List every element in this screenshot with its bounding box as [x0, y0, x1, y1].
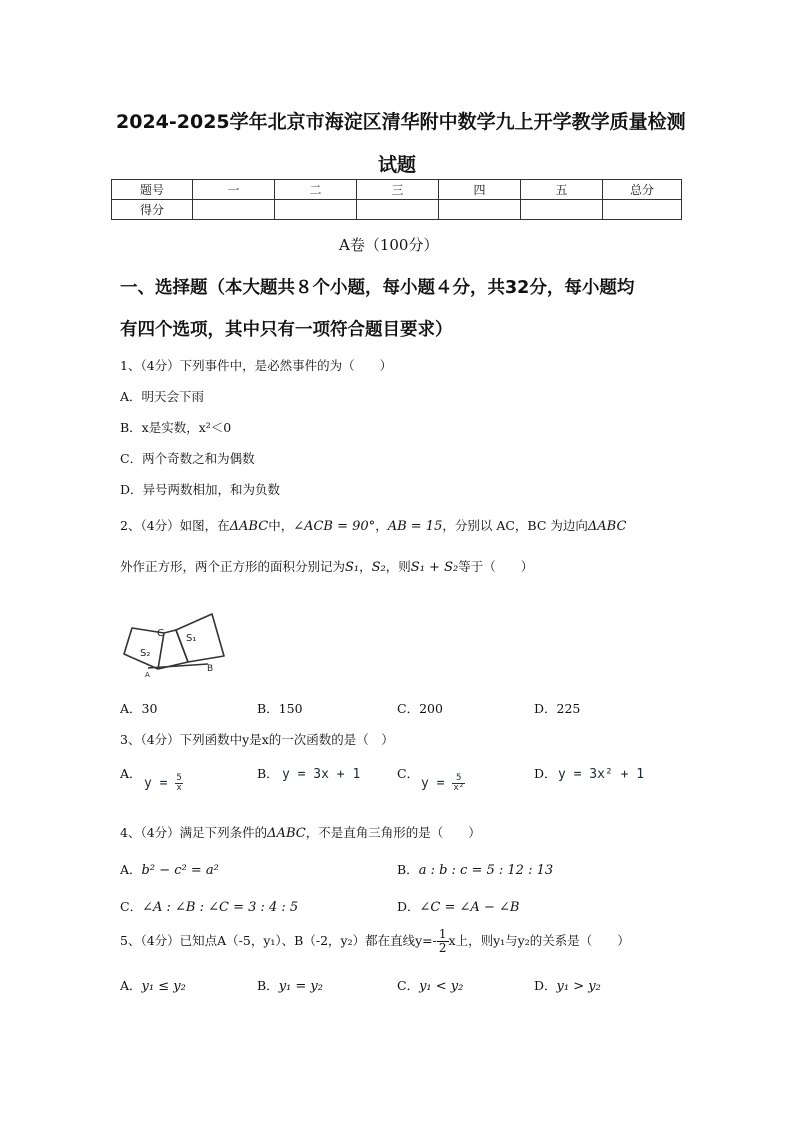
question-5-option-a [120, 976, 186, 994]
score-header-cell: 一 [193, 180, 275, 200]
expr-lhs: y = [421, 776, 445, 791]
question-5-option-c [397, 976, 463, 994]
question-5-text: 5、（4分）已知点A（-5，y₁）、B（-2，y₂）都在直线y=- [120, 933, 437, 948]
question-5-option-d [534, 976, 601, 994]
question-2-option-c: C．200 [397, 701, 443, 716]
expr-lhs: y = [144, 776, 168, 791]
question-4-text: 4、（4分）满足下列条件的 [120, 825, 268, 840]
question-2-s2: S₂ [371, 560, 386, 575]
question-2-option-b: B．150 [257, 701, 303, 716]
option-expr: y₁ < y₂ [419, 979, 464, 994]
option-expr: a : b : c = 5 : 12 : 13 [418, 863, 554, 878]
question-2-triangle: ΔABC [587, 519, 627, 534]
fraction [175, 774, 182, 793]
score-cell[interactable] [603, 200, 682, 220]
score-cell[interactable] [357, 200, 439, 220]
option-expr: b² − c² = a² [141, 863, 219, 878]
question-3-option-d-label: D． [534, 766, 557, 781]
score-header-cell: 三 [357, 180, 439, 200]
figure-label-s2: S₂ [140, 648, 151, 659]
option-expr: y₁ ≤ y₂ [141, 979, 186, 994]
option-expr: y₁ > y₂ [556, 979, 601, 994]
paper-part-heading: A卷（100分） [339, 236, 439, 254]
figure-label-b: B [207, 664, 214, 674]
question-2-figure [118, 598, 230, 678]
option-expr: ∠C = ∠A − ∠B [419, 900, 520, 915]
option-label: A． [120, 862, 142, 877]
question-2-stem-line2 [120, 557, 533, 575]
question-1-option-a: A．明天会下雨 [120, 389, 205, 404]
question-3-option-a-label: A． [120, 766, 142, 781]
option-label: C． [120, 899, 143, 914]
fraction-denominator: x² [453, 783, 465, 793]
section-heading-line2: 有四个选项，其中只有一项符合题目要求） [120, 320, 453, 340]
question-2-text: 等于（ ） [458, 559, 534, 574]
figure-label-a: A [145, 671, 150, 678]
score-cell[interactable] [193, 200, 275, 220]
option-label: D． [534, 978, 557, 993]
score-row-label: 得分 [112, 200, 193, 220]
question-4-stem [120, 823, 481, 841]
fraction-numerator: 1 [438, 927, 447, 941]
question-3-option-a-expr [144, 774, 183, 793]
question-2-text: ， [375, 518, 388, 533]
question-2-option-d: D．225 [534, 701, 581, 716]
square-bc [176, 614, 224, 662]
fraction-denominator: 2 [438, 941, 447, 955]
question-1-stem: 1、（4分）下列事件中，是必然事件的为（ ） [120, 358, 393, 373]
question-2-stem-line1 [120, 516, 626, 534]
fraction-denominator: x [176, 783, 182, 793]
score-cell[interactable] [521, 200, 603, 220]
question-2-length: AB = 15 [387, 519, 443, 534]
question-2-triangle: ΔABC [229, 519, 269, 534]
figure-label-c: C [157, 628, 164, 639]
question-2-text: ，分别以 AC，BC 为边向 [442, 518, 588, 533]
fraction-numerator: 5 [176, 773, 182, 783]
paper-title-line2: 试题 [378, 154, 417, 176]
question-1-option-c: C．两个奇数之和为偶数 [120, 451, 255, 466]
figure-label-s1: S₁ [186, 633, 197, 644]
question-3-option-d-expr: y = 3x² + 1 [558, 767, 645, 782]
option-label: D． [397, 899, 420, 914]
question-4-text: ，不是直角三角形的是（ ） [305, 825, 481, 840]
section-heading-line1: 一、选择题（本大题共８个小题，每小题４分，共32分，每小题均 [120, 278, 635, 298]
fraction-numerator: 5 [452, 774, 465, 784]
question-2-text: 中， [268, 518, 294, 533]
question-2-text: 外作正方形，两个正方形的面积分别记为 [120, 559, 346, 574]
question-5-text: x上，则y₁与y₂的关系是（ ） [448, 933, 630, 948]
question-3-stem: 3、（4分）下列函数中y是x的一次函数的是（ ） [120, 732, 394, 747]
fraction [452, 774, 465, 793]
paper-title-line1: 2024-2025学年北京市海淀区清华附中数学九上开学教学质量检测 [116, 111, 686, 133]
score-table-score-row [112, 200, 682, 220]
question-3-option-b-label: B． [257, 766, 279, 781]
question-1-option-d: D．异号两数相加，和为负数 [120, 482, 281, 497]
option-label: C． [397, 978, 420, 993]
question-3-option-b-expr: y = 3x + 1 [282, 767, 361, 782]
score-cell[interactable] [275, 200, 357, 220]
score-header-cell: 四 [439, 180, 521, 200]
question-2-sum: S₁ + S₂ [410, 560, 459, 575]
option-label: B． [397, 862, 419, 877]
question-3-option-c-expr [421, 774, 465, 793]
question-5-option-b [257, 976, 323, 994]
question-5-stem [120, 928, 630, 955]
score-cell[interactable] [439, 200, 521, 220]
score-header-cell: 二 [275, 180, 357, 200]
option-expr: y₁ = y₂ [278, 979, 323, 994]
question-4-option-b [397, 860, 553, 878]
question-2-option-a: A．30 [120, 701, 158, 716]
question-2-angle: ∠ACB = 90° [293, 519, 376, 534]
score-table-header-row [112, 180, 682, 200]
question-4-option-c [120, 897, 298, 915]
question-2-s1: S₁ [345, 560, 360, 575]
question-2-text: ， [359, 559, 372, 574]
question-2-text: ，则 [385, 559, 411, 574]
score-header-cell: 五 [521, 180, 603, 200]
score-table [111, 179, 682, 220]
question-4-option-a [120, 860, 219, 878]
option-expr: ∠A : ∠B : ∠C = 3 : 4 : 5 [142, 900, 299, 915]
score-header-cell: 题号 [112, 180, 193, 200]
question-4-option-d [397, 897, 519, 915]
question-2-text: 2、（4分）如图，在 [120, 518, 230, 533]
option-label: A． [120, 978, 142, 993]
question-4-triangle: ΔABC [267, 826, 306, 841]
question-5-fraction [437, 928, 449, 955]
score-header-cell: 总分 [603, 180, 682, 200]
option-label: B． [257, 978, 279, 993]
question-1-option-b: B．x是实数，x²＜0 [120, 420, 232, 435]
question-3-option-c-label: C． [397, 766, 420, 781]
